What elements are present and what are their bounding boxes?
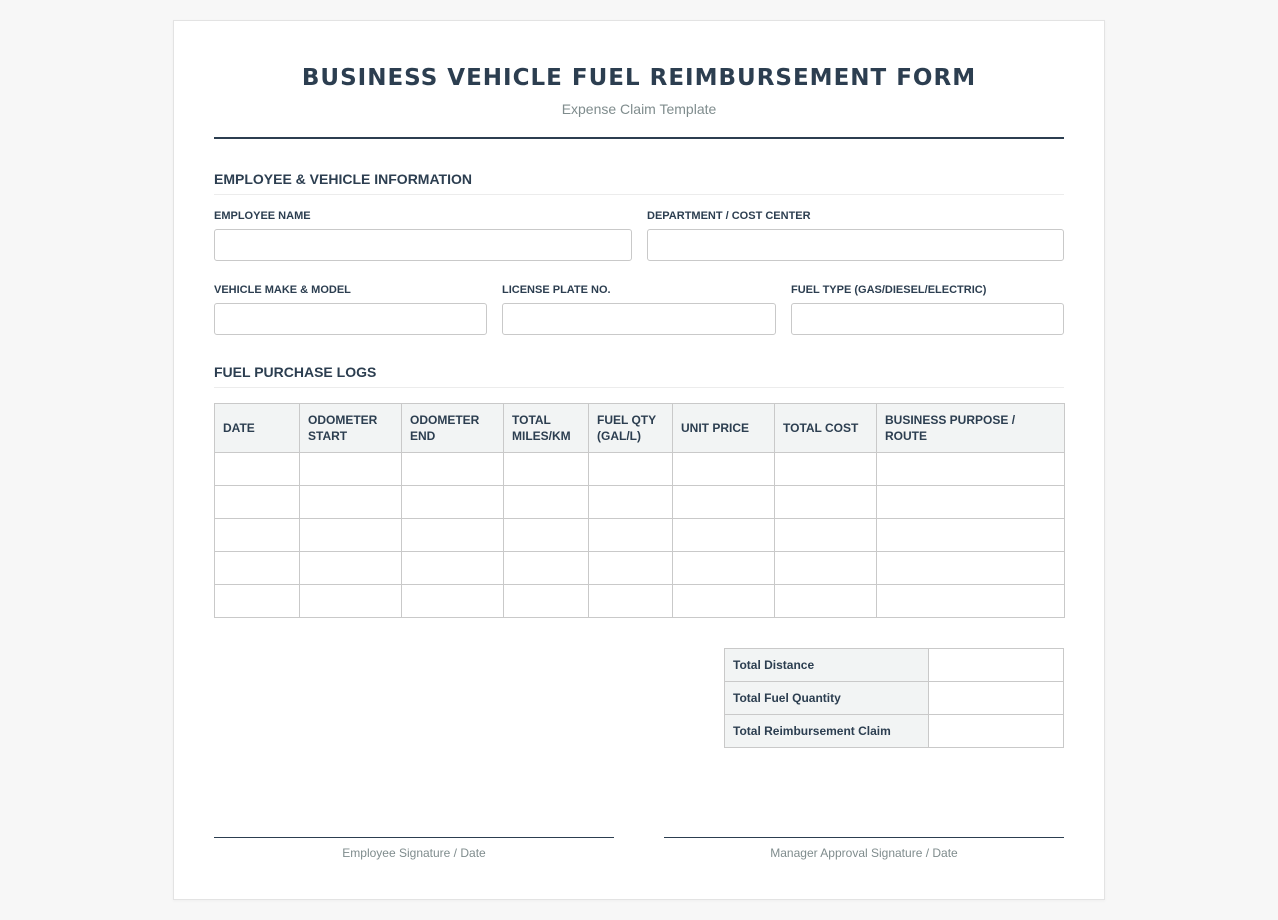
manager-signature-label: Manager Approval Signature / Date [770, 846, 958, 860]
table-cell[interactable] [775, 486, 877, 519]
table-cell[interactable] [775, 519, 877, 552]
table-header-row [215, 404, 1065, 453]
table-cell[interactable] [673, 585, 775, 618]
summary-label: Total Fuel Quantity [725, 682, 929, 715]
table-cell[interactable] [589, 486, 673, 519]
column-header-total-miles: TOTAL MILES/KM [504, 404, 589, 453]
table-cell[interactable] [504, 552, 589, 585]
table-cell[interactable] [215, 585, 300, 618]
table-cell[interactable] [504, 486, 589, 519]
table-cell[interactable] [504, 585, 589, 618]
license-plate-label: LICENSE PLATE NO. [502, 284, 611, 296]
table-cell[interactable] [215, 552, 300, 585]
table-cell[interactable] [775, 552, 877, 585]
table-cell[interactable] [402, 519, 504, 552]
department-label: DEPARTMENT / COST CENTER [647, 210, 811, 222]
table-cell[interactable] [215, 486, 300, 519]
column-header-business-purpose: BUSINESS PURPOSE / ROUTE [877, 404, 1065, 453]
table-cell[interactable] [300, 519, 402, 552]
fuel-type-label: FUEL TYPE (GAS/DIESEL/ELECTRIC) [791, 284, 987, 296]
table-cell[interactable] [402, 486, 504, 519]
table-cell[interactable] [589, 585, 673, 618]
summary-label: Total Reimbursement Claim [725, 715, 929, 748]
manager-signature-line[interactable] [664, 837, 1064, 838]
employee-name-input[interactable] [214, 229, 632, 261]
section-title-employee-vehicle: EMPLOYEE & VEHICLE INFORMATION [214, 171, 1064, 195]
vehicle-make-model-label: VEHICLE MAKE & MODEL [214, 284, 351, 296]
table-cell[interactable] [877, 552, 1065, 585]
column-header-fuel-qty: FUEL QTY (GAL/L) [589, 404, 673, 453]
table-cell[interactable] [775, 453, 877, 486]
table-row [215, 585, 1065, 618]
table-cell[interactable] [402, 552, 504, 585]
license-plate-input[interactable] [502, 303, 776, 335]
column-header-odometer-start: ODOMETER START [300, 404, 402, 453]
summary-table [724, 648, 1064, 748]
fuel-logs-table [214, 403, 1065, 618]
table-row [215, 486, 1065, 519]
table-cell[interactable] [504, 519, 589, 552]
table-cell[interactable] [589, 453, 673, 486]
table-cell[interactable] [300, 453, 402, 486]
table-cell[interactable] [589, 519, 673, 552]
table-cell[interactable] [300, 486, 402, 519]
section-title-fuel-logs: FUEL PURCHASE LOGS [214, 364, 1064, 388]
column-header-total-cost: TOTAL COST [775, 404, 877, 453]
table-cell[interactable] [589, 552, 673, 585]
employee-name-label: EMPLOYEE NAME [214, 210, 311, 222]
table-row [215, 519, 1065, 552]
table-cell[interactable] [215, 453, 300, 486]
table-cell[interactable] [215, 519, 300, 552]
table-cell[interactable] [673, 519, 775, 552]
table-cell[interactable] [775, 585, 877, 618]
form-title: BUSINESS VEHICLE FUEL REIMBURSEMENT FORM [301, 65, 977, 91]
employee-signature-line[interactable] [214, 837, 614, 838]
table-row [215, 552, 1065, 585]
table-cell[interactable] [300, 552, 402, 585]
column-header-unit-price: UNIT PRICE [673, 404, 775, 453]
table-cell[interactable] [402, 585, 504, 618]
summary-value-field[interactable] [929, 649, 1064, 682]
summary-row-total-reimbursement [725, 715, 1064, 748]
column-header-date: DATE [215, 404, 300, 453]
table-cell[interactable] [402, 453, 504, 486]
table-cell[interactable] [300, 585, 402, 618]
table-cell[interactable] [673, 453, 775, 486]
table-cell[interactable] [673, 552, 775, 585]
summary-row-total-distance [725, 649, 1064, 682]
summary-value-field[interactable] [929, 715, 1064, 748]
table-cell[interactable] [877, 585, 1065, 618]
summary-row-total-fuel-quantity [725, 682, 1064, 715]
form-page [173, 20, 1105, 900]
header-divider [214, 137, 1064, 139]
table-cell[interactable] [504, 453, 589, 486]
fuel-type-input[interactable] [791, 303, 1064, 335]
table-cell[interactable] [877, 453, 1065, 486]
summary-value-field[interactable] [929, 682, 1064, 715]
table-row [215, 453, 1065, 486]
table-cell[interactable] [673, 486, 775, 519]
employee-signature-label: Employee Signature / Date [342, 846, 486, 860]
table-cell[interactable] [877, 486, 1065, 519]
form-subtitle: Expense Claim Template [561, 101, 717, 117]
table-cell[interactable] [877, 519, 1065, 552]
department-input[interactable] [647, 229, 1064, 261]
vehicle-make-model-input[interactable] [214, 303, 487, 335]
column-header-odometer-end: ODOMETER END [402, 404, 504, 453]
summary-label: Total Distance [725, 649, 929, 682]
